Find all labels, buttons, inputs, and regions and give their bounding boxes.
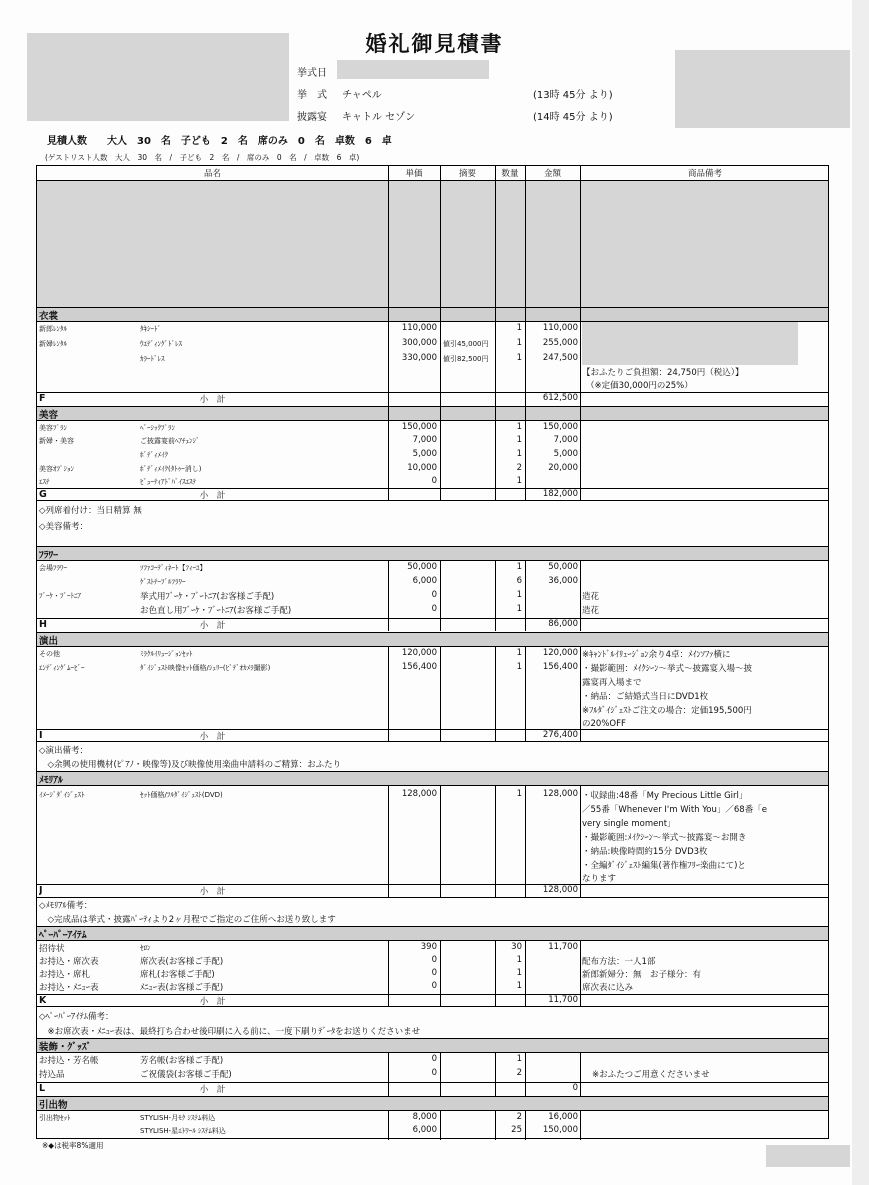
row-category: ｲﾒｰｼﾞﾀﾞｲｼﾞｪｽﾄ bbox=[39, 791, 85, 799]
row-item: ｳｴﾃﾞｨﾝｸﾞﾄﾞﾚｽ bbox=[140, 340, 182, 348]
row-unit-price: 0 bbox=[431, 590, 437, 600]
row-category: 会場ﾌﾗﾜｰ bbox=[39, 564, 67, 572]
row-unit-price: 110,000 bbox=[401, 323, 437, 333]
section-title-paper: ﾍﾟｰﾊﾟｰｱｲﾃﾑ bbox=[39, 930, 87, 941]
row-item: ﾎﾞﾃﾞｨﾒｲｸ bbox=[140, 451, 168, 459]
row-line bbox=[37, 1052, 828, 1053]
subtotal-label: 小 計 bbox=[199, 732, 226, 742]
row-item: ﾐﾗｸﾙｲﾘｭｰｼﾞｮﾝｾｯﾄ bbox=[140, 650, 193, 658]
production-remark: ◇余興の使用機材(ﾋﾟｱﾉ・映像等)及び映像使用楽曲申請料のご精算：おふたり bbox=[39, 760, 342, 770]
section-title-goods: 装飾・ｸﾞｯｽﾞ bbox=[39, 1042, 92, 1053]
row-line bbox=[37, 897, 828, 898]
column-header-unit-price: 単価 bbox=[405, 169, 423, 179]
memorial-note: ・全編ﾀﾞｲｼﾞｪｽﾄ編集(著作権ﾌﾘｰ楽曲にて)と bbox=[582, 861, 746, 871]
row-category: 美容ｵﾌﾟｼｮﾝ bbox=[39, 465, 74, 473]
section-band-gifts bbox=[37, 1096, 828, 1110]
ceremony-value: チャペル bbox=[342, 90, 382, 101]
memorial-note: ・納品:映像時間約15分 DVD3枚 bbox=[582, 847, 708, 857]
row-line bbox=[37, 560, 828, 561]
row-note: 配布方法：一人1部 bbox=[582, 957, 656, 967]
row-item: STYLISH-星ｴﾄﾜｰﾙ ｼｽﾃﾑ料込 bbox=[140, 1127, 226, 1135]
col-line bbox=[580, 785, 581, 897]
row-category: 引出物ｾｯﾄ bbox=[39, 1114, 71, 1122]
section-title-gifts: 引出物 bbox=[39, 1100, 68, 1111]
beauty-remark: ◇美容備考： bbox=[39, 522, 89, 532]
row-unit-price: 0 bbox=[431, 968, 437, 978]
row-line bbox=[37, 926, 828, 927]
reception-label: 披露宴 bbox=[297, 112, 327, 123]
row-item: ご披露宴前ﾍｱﾁｪﾝｼﾞ bbox=[140, 437, 200, 445]
memorial-note: ・収録曲:48番「My Precious Little Girl」 bbox=[582, 791, 748, 801]
col-line bbox=[440, 1052, 441, 1096]
row-category: お持込・席札 bbox=[39, 970, 91, 980]
row-quantity: 1 bbox=[516, 323, 522, 333]
row-item: STYLISH-月ﾓｸ ｼｽﾃﾑ料込 bbox=[140, 1114, 216, 1122]
row-quantity: 1 bbox=[516, 648, 522, 658]
row-quantity: 30 bbox=[511, 942, 522, 952]
section-band-paper bbox=[37, 926, 828, 940]
row-note: 席次表に込み bbox=[582, 983, 634, 993]
row-item: 芳名帳(お客様ご手配) bbox=[140, 1056, 224, 1066]
col-line bbox=[525, 646, 526, 741]
row-quantity: 2 bbox=[516, 463, 522, 473]
column-header-item: 品名 bbox=[203, 169, 221, 179]
row-unit-price: 0 bbox=[431, 981, 437, 991]
row-quantity: 1 bbox=[516, 789, 522, 799]
column-header-quantity: 数量 bbox=[501, 169, 519, 179]
row-quantity: 1 bbox=[516, 1054, 522, 1064]
row-item: ﾎﾞﾃﾞｨﾒｲｸ(ﾀﾄｩｰ消し) bbox=[140, 465, 202, 473]
subtotal-code: F bbox=[39, 393, 46, 404]
row-line bbox=[37, 632, 828, 633]
row-item: ご祝儀袋(お客様ご手配) bbox=[140, 1070, 232, 1080]
row-amount: 50,000 bbox=[548, 562, 578, 572]
beauty-remark: ◇列席着付け：当日精算 無 bbox=[39, 506, 142, 516]
col-line bbox=[580, 1052, 581, 1096]
row-category: 新郎ﾚﾝﾀﾙ bbox=[39, 325, 67, 333]
subtotal-code: J bbox=[39, 885, 43, 896]
row-unit-price: 156,400 bbox=[401, 662, 437, 672]
section-title-production: 演出 bbox=[39, 636, 59, 647]
paper-remark: ◇ﾍﾟｰﾊﾟｰｱｲﾃﾑ備考： bbox=[39, 1012, 114, 1022]
row-unit-price: 128,000 bbox=[401, 789, 437, 799]
col-line bbox=[440, 1110, 441, 1140]
row-line bbox=[37, 771, 828, 772]
costume-note: 【おふたりご負担額：24,750円（税込）】 bbox=[582, 368, 744, 378]
subtotal-label: 小 計 bbox=[199, 395, 226, 405]
subtotal-label: 小 計 bbox=[199, 887, 226, 897]
col-line bbox=[580, 646, 581, 741]
col-line bbox=[388, 785, 389, 897]
row-amount: 5,000 bbox=[553, 449, 578, 459]
subtotal-code: G bbox=[39, 489, 47, 500]
row-unit-price: 10,000 bbox=[407, 463, 437, 473]
subtotal-amount: 182,000 bbox=[542, 489, 578, 499]
redacted-date bbox=[337, 60, 489, 79]
row-line bbox=[37, 546, 828, 547]
column-header-notes: 商品備考 bbox=[687, 169, 722, 179]
row-amount: 110,000 bbox=[542, 323, 578, 333]
row-amount: 11,700 bbox=[548, 942, 578, 952]
memorial-note: ・撮影範囲:ﾒｲｸｼｰﾝ～挙式～披露宴～お開き bbox=[582, 833, 747, 843]
col-line bbox=[495, 785, 496, 897]
subtotal-amount: 612,500 bbox=[542, 393, 578, 403]
document-title: 婚礼御見積書 bbox=[365, 32, 504, 56]
row-amount: 16,000 bbox=[548, 1112, 578, 1122]
row-unit-price: 50,000 bbox=[407, 562, 437, 572]
row-item: ｹﾞｽﾄﾃｰﾌﾞﾙﾌﾗﾜｰ bbox=[140, 578, 186, 586]
redacted-area bbox=[675, 50, 850, 128]
section-band-goods bbox=[37, 1038, 828, 1052]
production-remark: ◇演出備考： bbox=[39, 746, 89, 756]
column-header-memo: 摘要 bbox=[458, 169, 476, 179]
col-line bbox=[440, 940, 441, 1006]
row-item: 席札(お客様ご手配) bbox=[140, 970, 215, 980]
redacted-note bbox=[582, 322, 798, 365]
row-unit-price: 0 bbox=[431, 1054, 437, 1064]
col-line bbox=[580, 166, 581, 500]
row-category: ｴﾝﾃﾞｨﾝｸﾞﾑｰﾋﾞｰ bbox=[39, 664, 85, 672]
row-category: その他 bbox=[39, 650, 60, 658]
row-category: 新婦ﾚﾝﾀﾙ bbox=[39, 340, 67, 348]
row-note: ※おふたつご用意くださいませ bbox=[592, 1070, 710, 1080]
row-unit-price: 0 bbox=[431, 955, 437, 965]
subtotal-code: L bbox=[39, 1083, 46, 1094]
row-quantity: 1 bbox=[516, 590, 522, 600]
row-category: お持込・席次表 bbox=[39, 957, 99, 967]
row-line bbox=[37, 785, 828, 786]
row-unit-price: 8,000 bbox=[412, 1112, 437, 1122]
col-line bbox=[580, 940, 581, 1006]
memorial-note: very single moment」 bbox=[582, 819, 676, 829]
row-unit-price: 6,000 bbox=[412, 576, 437, 586]
subtotal-code: I bbox=[39, 730, 43, 741]
col-line bbox=[580, 560, 581, 631]
row-item: 挙式用ﾌﾞｰｹ・ﾌﾞｰﾄﾆｱ(お客様ご手配) bbox=[140, 592, 275, 602]
subtotal-amount: 276,400 bbox=[542, 730, 578, 740]
costume-note: （※定価30,000円の25%） bbox=[586, 381, 693, 391]
row-memo: 値引82,500円 bbox=[443, 355, 489, 363]
subtotal-amount: 11,700 bbox=[548, 995, 578, 1005]
row-amount: 150,000 bbox=[542, 1125, 578, 1135]
col-line bbox=[440, 166, 441, 500]
row-unit-price: 5,000 bbox=[412, 449, 437, 459]
subtotal-label: 小 計 bbox=[199, 621, 226, 631]
ceremony-time: (13時 45分 より) bbox=[533, 90, 613, 101]
row-category: 美容ﾌﾟﾗﾝ bbox=[39, 424, 67, 432]
redacted-area bbox=[766, 1145, 850, 1167]
col-line bbox=[440, 785, 441, 897]
row-amount: 120,000 bbox=[542, 648, 578, 658]
row-quantity: 1 bbox=[516, 604, 522, 614]
section-band-flower bbox=[37, 546, 828, 560]
subtotal-label: 小 計 bbox=[199, 997, 226, 1007]
row-item: ｾﾛﾝ bbox=[140, 944, 151, 952]
col-line bbox=[440, 646, 441, 741]
row-quantity: 6 bbox=[516, 576, 522, 586]
section-band-production bbox=[37, 632, 828, 646]
row-category: お持込・ﾒﾆｭｰ表 bbox=[39, 983, 99, 993]
guest-counts: 見積人数 大人 30 名 子ども 2 名 席のみ 0 名 卓数 6 卓 bbox=[47, 136, 392, 147]
section-title-beauty: 美容 bbox=[39, 410, 59, 421]
row-unit-price: 300,000 bbox=[401, 338, 437, 348]
row-unit-price: 120,000 bbox=[401, 648, 437, 658]
col-line bbox=[495, 646, 496, 741]
row-item: ﾋﾞｭｰﾃｨｱﾄﾞﾊﾞｲｽｴｽﾃ bbox=[140, 478, 196, 486]
subtotal-label: 小 計 bbox=[199, 491, 226, 501]
row-line bbox=[37, 180, 828, 181]
row-category: お持込・芳名帳 bbox=[39, 1056, 99, 1066]
row-amount: 7,000 bbox=[553, 435, 578, 445]
row-category: 新婦・美容 bbox=[39, 437, 74, 445]
row-unit-price: 7,000 bbox=[412, 435, 437, 445]
row-item: お色直し用ﾌﾞｰｹ・ﾌﾞｰﾄﾆｱ(お客様ご手配) bbox=[140, 606, 292, 616]
row-line bbox=[37, 646, 828, 647]
row-unit-price: 0 bbox=[431, 476, 437, 486]
row-category: ｴｽﾃ bbox=[39, 478, 50, 486]
row-item: ﾒﾆｭｰ表(お客様ご手配) bbox=[140, 983, 224, 993]
row-unit-price: 390 bbox=[420, 942, 437, 952]
col-line bbox=[525, 785, 526, 897]
row-quantity: 1 bbox=[516, 353, 522, 363]
row-item: ﾍﾞｰｼｯｸﾌﾟﾗﾝ bbox=[140, 424, 175, 432]
row-item: ｶﾗｰﾄﾞﾚｽ bbox=[140, 355, 165, 363]
row-quantity: 2 bbox=[516, 1068, 522, 1078]
row-line bbox=[37, 406, 828, 407]
tax-footnote: ※◆は税率8%適用 bbox=[42, 1141, 104, 1150]
row-quantity: 1 bbox=[516, 562, 522, 572]
reception-time: (14時 45分 より) bbox=[533, 112, 613, 123]
row-line bbox=[37, 1110, 828, 1111]
row-unit-price: 0 bbox=[431, 1068, 437, 1078]
ceremony-label: 挙 式 bbox=[297, 90, 327, 101]
estimate-table bbox=[36, 165, 829, 1139]
row-quantity: 1 bbox=[516, 338, 522, 348]
row-unit-price: 0 bbox=[431, 604, 437, 614]
section-band-beauty bbox=[37, 406, 828, 420]
production-note: ※ﾌﾙﾀﾞｲｼﾞｪｽﾄご注文の場合：定価195,500円 bbox=[582, 706, 752, 716]
row-note: 新郎新婦分：無 お子様分：有 bbox=[582, 970, 702, 980]
row-quantity: 1 bbox=[516, 981, 522, 991]
production-note: の20%OFF bbox=[582, 719, 626, 729]
row-note: 造花 bbox=[582, 592, 600, 602]
section-title-costume: 衣裳 bbox=[39, 311, 59, 322]
row-unit-price: 330,000 bbox=[401, 353, 437, 363]
subtotal-label: 小 計 bbox=[199, 1085, 226, 1095]
reception-value: キャトル セゾン bbox=[342, 112, 416, 123]
memorial-remark: ◇ﾒﾓﾘｱﾙ備考： bbox=[39, 901, 93, 911]
row-amount: 36,000 bbox=[548, 576, 578, 586]
subtotal-amount: 86,000 bbox=[548, 619, 578, 629]
row-line bbox=[37, 420, 828, 421]
row-unit-price: 150,000 bbox=[401, 422, 437, 432]
col-line bbox=[580, 1110, 581, 1140]
section-title-flower: ﾌﾗﾜｰ bbox=[39, 550, 59, 561]
memorial-note: ／55番「Whenever I'm With You」／68番「e bbox=[582, 805, 767, 815]
row-line bbox=[37, 940, 828, 941]
memorial-remark: ◇完成品は挙式・披露ﾊﾟｰﾃｨより2ヶ月程でご指定のご住所へお送り致します bbox=[39, 915, 336, 925]
row-amount: 20,000 bbox=[548, 463, 578, 473]
row-unit-price: 6,000 bbox=[412, 1125, 437, 1135]
subtotal-code: K bbox=[39, 995, 47, 1006]
row-quantity: 1 bbox=[516, 449, 522, 459]
row-quantity: 1 bbox=[516, 662, 522, 672]
row-item: ﾀﾞｲｼﾞｪｽﾄ映像ｾｯﾄ価格/ｼｪﾘｰ(ﾋﾞﾃﾞｵｶﾒﾗ撮影) bbox=[140, 664, 271, 672]
row-amount: 156,400 bbox=[542, 662, 578, 672]
row-quantity: 2 bbox=[516, 1112, 522, 1122]
column-header-amount: 金額 bbox=[543, 169, 561, 179]
row-category: ﾌﾞｰｹ・ﾌﾞｰﾄﾆｱ bbox=[39, 592, 81, 600]
section-band-memorial bbox=[37, 771, 828, 785]
row-line bbox=[37, 307, 828, 308]
ceremony-date-label: 挙式日 bbox=[297, 68, 327, 79]
page-edge bbox=[852, 0, 869, 1185]
production-note: ※ｷｬﾝﾄﾞﾙｲﾘｭｰｼﾞｮﾝ余り4卓：ﾒｲﾝｿﾌｧ横に bbox=[582, 650, 731, 660]
row-item: ｿﾌｧｺｰﾃﾞｨﾈｰﾄ【ﾌｨｰﾕ】 bbox=[140, 564, 207, 572]
paper-remark: ※お席次表・ﾒﾆｭｰ表は、最終打ち合わせ後印刷に入る前に、一度下刷りﾃﾞｰﾀをお送りくださいませ bbox=[39, 1027, 421, 1037]
row-memo: 値引45,000円 bbox=[443, 340, 489, 348]
row-category: 招待状 bbox=[39, 944, 65, 954]
production-note: ・納品：ご結婚式当日にDVD1枚 bbox=[582, 692, 709, 702]
row-note: 造花 bbox=[582, 606, 600, 616]
row-line bbox=[37, 1038, 828, 1039]
row-item: 席次表(お客様ご手配) bbox=[140, 957, 224, 967]
row-amount: 150,000 bbox=[542, 422, 578, 432]
row-item: ｾｯﾄ価格/ﾌﾙﾀﾞｲｼﾞｪｽﾄ(DVD) bbox=[140, 791, 223, 799]
row-amount: 247,500 bbox=[542, 353, 578, 363]
row-quantity: 1 bbox=[516, 968, 522, 978]
row-item: ﾀｷｼｰﾄﾞ bbox=[140, 325, 161, 333]
section-title-memorial: ﾒﾓﾘｱﾙ bbox=[39, 775, 63, 786]
row-amount: 255,000 bbox=[542, 338, 578, 348]
row-quantity: 1 bbox=[516, 422, 522, 432]
row-quantity: 1 bbox=[516, 955, 522, 965]
subtotal-amount: 0 bbox=[572, 1083, 578, 1093]
production-note: 露宴再入場まで bbox=[582, 678, 642, 688]
subtotal-amount: 128,000 bbox=[542, 885, 578, 895]
row-line bbox=[37, 1096, 828, 1097]
production-note: ・撮影範囲：ﾒｲｸｼｰﾝ～挙式～披露宴入場～披 bbox=[582, 664, 753, 674]
col-line bbox=[388, 646, 389, 741]
row-amount: 128,000 bbox=[542, 789, 578, 799]
memorial-note: なります bbox=[582, 874, 617, 884]
redacted-rows bbox=[37, 180, 828, 307]
row-category: 持込品 bbox=[39, 1070, 65, 1080]
section-band-costume bbox=[37, 307, 828, 321]
row-quantity: 1 bbox=[516, 435, 522, 445]
col-line bbox=[440, 560, 441, 631]
row-quantity: 25 bbox=[511, 1125, 522, 1135]
row-quantity: 1 bbox=[516, 476, 522, 486]
guest-list-counts: (ゲストリスト人数 大人 30 名 / 子ども 2 名 / 席のみ 0 名 / 卓数 6 卓) bbox=[45, 153, 360, 162]
subtotal-code: H bbox=[39, 619, 47, 630]
